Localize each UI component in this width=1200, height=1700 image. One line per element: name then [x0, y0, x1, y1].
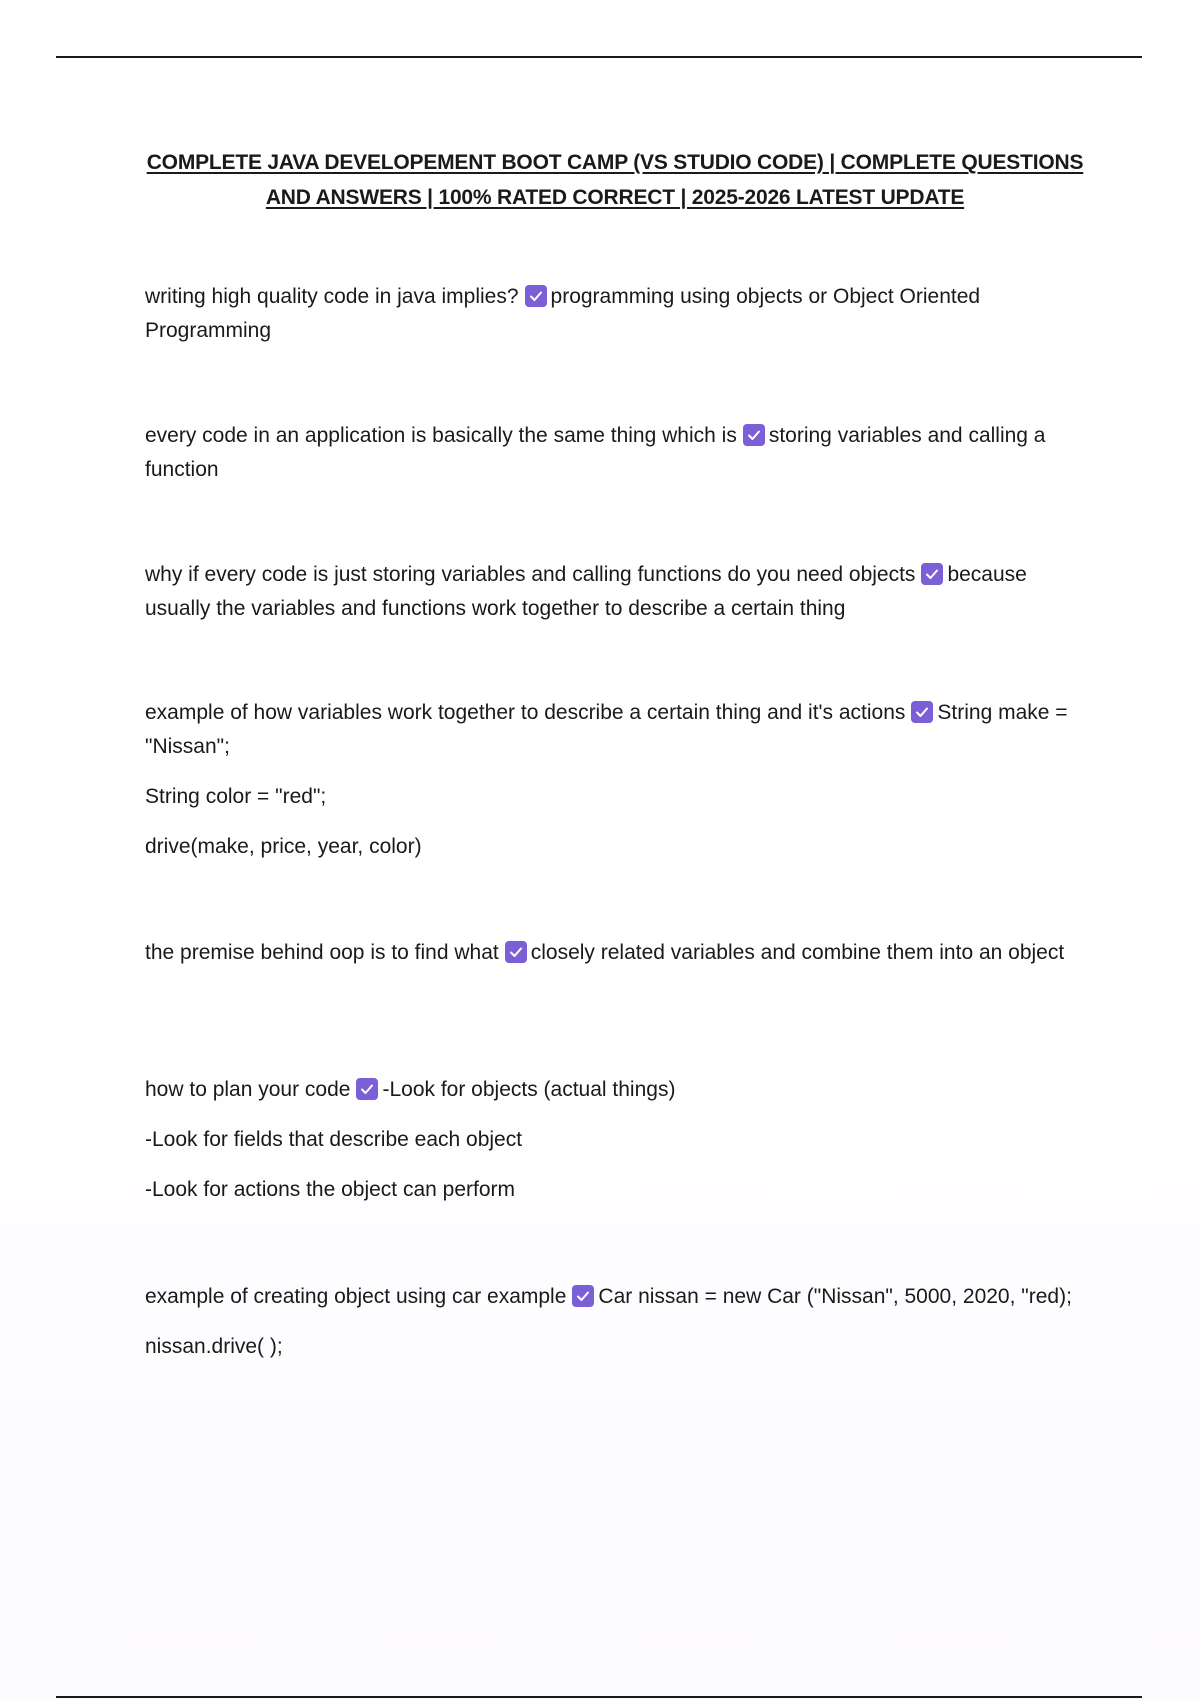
- answer-extra-line: -Look for actions the object can perform: [145, 1178, 516, 1201]
- answer-text: programming using objects or Object Oriented Programming: [145, 285, 981, 342]
- answer-extra-line: -Look for fields that describe each object: [145, 1128, 523, 1151]
- checkbox-checked-icon: [505, 941, 527, 963]
- answer-extra-line: nissan.drive( );: [145, 1335, 283, 1358]
- document-title: COMPLETE JAVA DEVELOPEMENT BOOT CAMP (VS STUDIO CODE) | COMPLETE QUESTIONS AND ANSWERS | 100% RATED CORRECT | 2025-2026 LATEST UPDATE: [146, 151, 1084, 209]
- qa-item: [145, 1280, 1072, 1364]
- checkbox-checked-icon: [921, 563, 943, 585]
- checkbox-checked-icon: [356, 1078, 378, 1100]
- checkbox-checked-icon: [525, 285, 547, 307]
- answer-extra-line: String color = "red";: [145, 785, 327, 808]
- qa-item: [145, 419, 1080, 487]
- question-text: every code in an application is basically the same thing which is: [145, 424, 737, 447]
- qa-item: [145, 558, 1080, 626]
- question-text: why if every code is just storing variables and calling functions do you need objects: [145, 563, 916, 586]
- answer-text: closely related variables and combine them into an object: [530, 941, 1065, 964]
- qa-item: [145, 696, 1080, 864]
- checkbox-checked-icon: [572, 1285, 594, 1307]
- answer-text: because usually the variables and functions work together to describe a certain thing: [145, 563, 1027, 620]
- question-text: example of creating object using car example: [145, 1285, 567, 1308]
- footer-rule: [56, 1696, 1142, 1698]
- answer-text: Car nissan = new Car ("Nissan", 5000, 2020, "red);: [598, 1285, 1072, 1308]
- question-text: the premise behind oop is to find what: [145, 941, 499, 964]
- question-text: how to plan your code: [145, 1078, 351, 1101]
- question-text: writing high quality code in java implies?: [145, 285, 519, 308]
- checkbox-checked-icon: [911, 701, 933, 723]
- qa-item: [145, 936, 1064, 970]
- answer-text: String make = "Nissan";: [145, 701, 1068, 758]
- answer-text: storing variables and calling a function: [145, 424, 1046, 481]
- checkbox-checked-icon: [743, 424, 765, 446]
- question-text: example of how variables work together to describe a certain thing and it's actions: [145, 701, 906, 724]
- qa-item: [145, 280, 1080, 348]
- answer-extra-line: drive(make, price, year, color): [145, 835, 422, 858]
- qa-item: [145, 1073, 675, 1207]
- header-rule: [56, 56, 1142, 58]
- answer-text: -Look for objects (actual things): [382, 1078, 676, 1101]
